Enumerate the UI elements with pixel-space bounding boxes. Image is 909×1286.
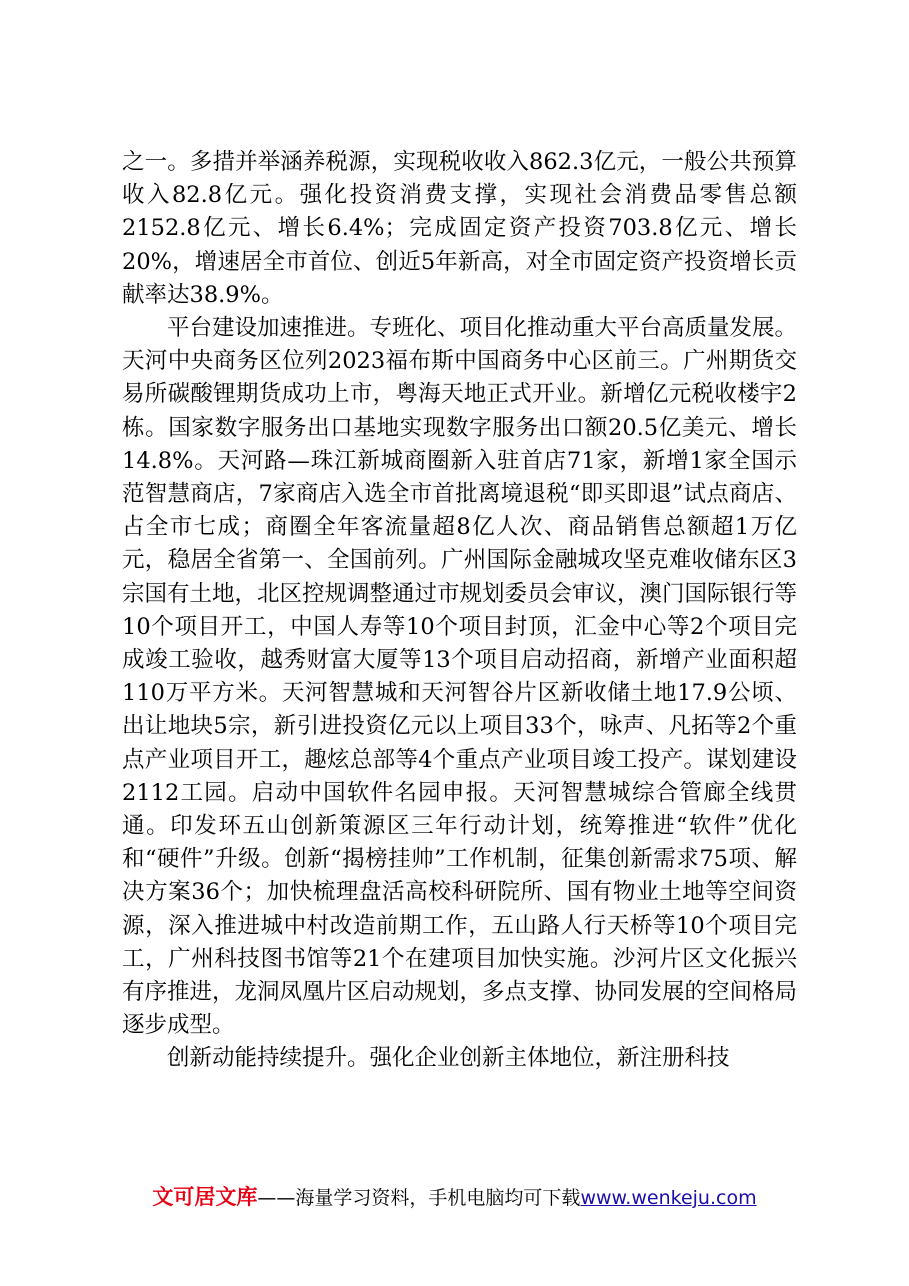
footer-link[interactable]: www.wenkeju.com	[580, 1187, 757, 1209]
document-body	[122, 146, 797, 1076]
footer-brand: 文可居文库	[152, 1185, 258, 1209]
footer-tagline: ——海量学习资料，手机电脑均可下载	[257, 1187, 581, 1209]
paragraph-tax-investment: 之一。多措并举涵养税源，实现税收收入862.3亿元，一般公共预算收入82.8亿元。强化投资消费支撑，实现社会消费品零售总额2152.8亿元、增长6.4%；完成固定资产投资703.8亿元、增长20%，增速居全市首位、创近5年新高，对全市固定资产投资增长贡献率达38.9%。	[122, 149, 797, 308]
paragraph-innovation: 创新动能持续提升。强化企业创新主体地位，新注册科技	[167, 1045, 730, 1072]
footer-banner	[0, 1183, 909, 1212]
paragraph-platform-construction: 平台建设加速推进。专班化、项目化推动重大平台高质量发展。天河中央商务区位列2023福布斯中国商务中心区前三。广州期货交易所碳酸锂期货成功上市，粤海天地正式开业。新增亿元税收楼宇2栋。国家数字服务出口基地实现数字服务出口额20.5亿美元、增长14.8%。天河路—珠江新城商圈新入驻首店71家，新增1家全国示范智慧商店，7家商店入选全市首批离境退税“即买即退”试点商店、占全市七成；商圈全年客流量超8亿人次、商品销售总额超1万亿元，稳居全省第一、全国前列。广州国际金融城攻坚克难收储东区3宗国有土地，北区控规调整通过市规划委员会审议，澳门国际银行等10个项目开工，中国人寿等10个项目封顶，汇金中心等2个项目完成竣工验收，越秀财富大厦等13个项目启动招商，新增产业面积超110万平方米。天河智慧城和天河智谷片区新收储土地17.9公顷、出让地块5宗，新引进投资亿元以上项目33个，咏声、凡拓等2个重点产业项目开工，趣炫总部等4个重点产业项目竣工投产。谋划建设2112工园。启动中国软件名园申报。天河智慧城综合管廊全线贯通。印发环五山创新策源区三年行动计划，统筹推进“软件”优化和“硬件”升级。创新“揭榜挂帅”工作机制，征集创新需求75项、解决方案36个；加快梳理盘活高校科研院所、国有物业土地等空间资源，深入推进城中村改造前期工作，五山路人行天桥等10个项目完工，广州科技图书馆等21个在建项目加快实施。沙河片区文化振兴有序推进，龙洞凤凰片区启动规划，多点支撑、协同发展的空间格局逐步成型。	[122, 315, 798, 1039]
